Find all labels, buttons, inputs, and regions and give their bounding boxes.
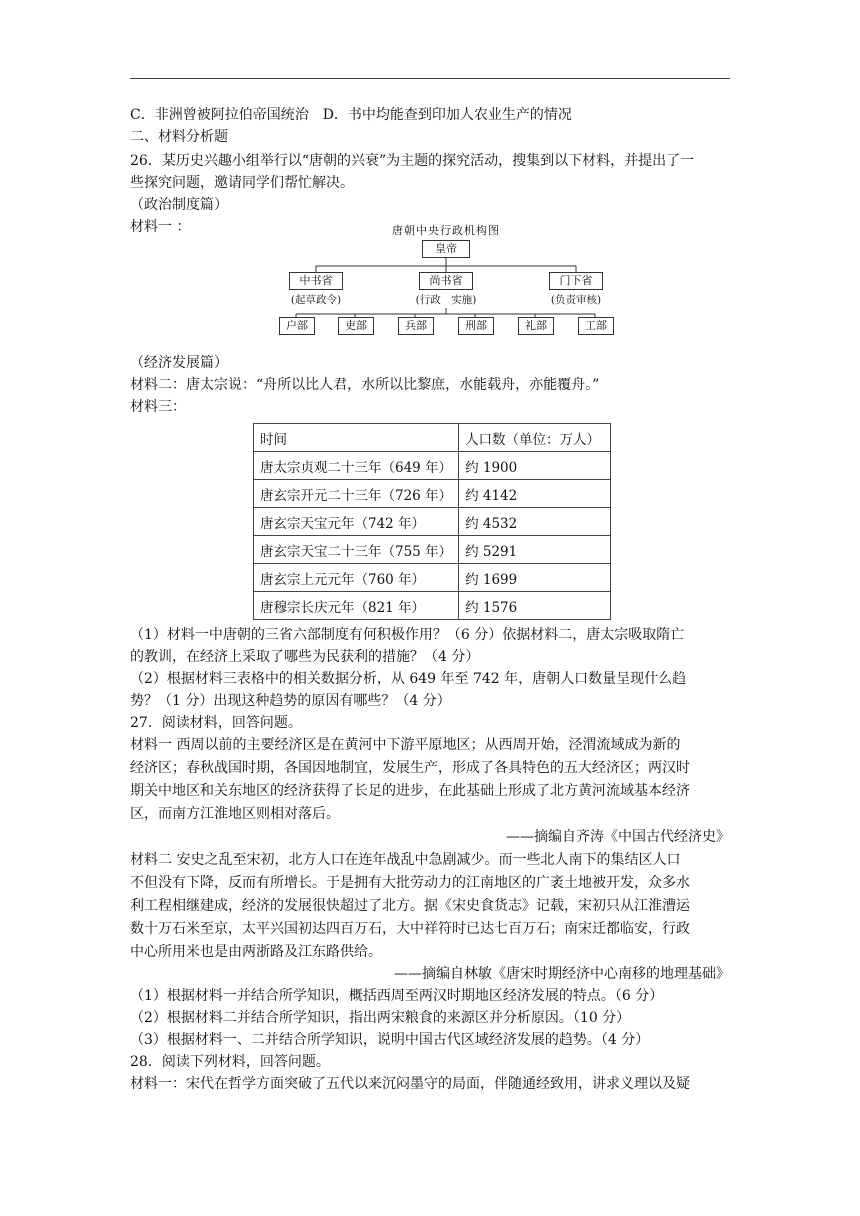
table-row [254, 536, 611, 564]
question-27-material-1-line1: 材料一 西周以前的主要经济区是在黄河中下游平原地区；从西周开始，泾渭流域成为新的 [130, 737, 681, 753]
bingbu-box: 兵部 [398, 317, 434, 335]
table-row [254, 564, 611, 592]
question-27-1: （1）根据材料一并结合所学知识，概括西周至两汉时期地区经济发展的特点。（6 分） [130, 988, 664, 1004]
org-chart-title: 唐朝中央行政机构图 [392, 224, 500, 237]
question-27-material-1-line3: 期关中地区和关东地区的经济获得了长足的进步，在此基础上形成了北方黄河流域基本经济 [130, 783, 690, 799]
material-3-label: 材料三： [130, 399, 186, 415]
table-row [254, 592, 611, 620]
question-27-material-1-line4: 区，而南方江淮地区则相对落后。 [130, 806, 340, 822]
subsection-economic: （经济发展篇） [130, 355, 228, 371]
zhongshu-note: (起草政令) [290, 294, 342, 306]
libu-rites-box: 礼部 [518, 317, 554, 335]
cell-time: 唐玄宗天宝元年（742 年） [254, 508, 459, 536]
cell-population: 约 5291 [459, 536, 611, 564]
question-27-material-2-line3: 利工程相继建成，经济的发展很快超过了北方。据《宋史食货志》记载，宋初只从江淮漕运 [130, 898, 690, 914]
table-header-row [254, 424, 611, 452]
zhongshu-box: 中书省 [289, 272, 343, 290]
xingbu-box: 刑部 [458, 317, 494, 335]
material-1-label: 材料一 ： [130, 219, 191, 235]
question-28-heading: 28．阅读下列材料，回答问题。 [130, 1054, 330, 1070]
table-row [254, 480, 611, 508]
cell-population: 约 1576 [459, 592, 611, 620]
cell-population: 约 1900 [459, 452, 611, 480]
cell-time: 唐玄宗上元元年（760 年） [254, 564, 459, 592]
source-citation-2: ——摘编自林敏《唐宋时期经济中心南移的地理基础》 [394, 966, 730, 982]
cell-time: 唐太宗贞观二十三年（649 年） [254, 452, 459, 480]
header-rule [130, 78, 730, 79]
question-26-line1: 26．某历史兴趣小组举行以“唐朝的兴衰”为主题的探究活动，搜集到以下材料，并提出了一 [130, 153, 695, 169]
gongbu-box: 工部 [578, 317, 614, 335]
subsection-political: （政治制度篇） [130, 197, 228, 213]
header-cell-population: 人口数（单位：万人） [459, 424, 611, 452]
question-27-material-1-line2: 经济区；春秋战国时期，各国因地制宜，发展生产，形成了各具特色的五大经济区；两汉时 [130, 760, 690, 776]
question-26-line2: 些探究问题，邀请同学们帮忙解决。 [130, 175, 354, 191]
table-row [254, 508, 611, 536]
table-row [254, 452, 611, 480]
cell-time: 唐玄宗天宝二十三年（755 年） [254, 536, 459, 564]
cell-population: 约 4532 [459, 508, 611, 536]
question-26-2-line1: （2）根据材料三表格中的相关数据分析，从 649 年至 742 年，唐朝人口数量呈现什么趋 [130, 671, 687, 687]
question-27-material-2-line1: 材料二 安史之乱至宋初，北方人口在连年战乱中急剧减少。而一些北人南下的集结区人口 [130, 852, 681, 868]
org-chart [276, 220, 616, 342]
question-26-1-line2: 的教训，在经济上采取了哪些为民获利的措施？（4 分） [130, 649, 480, 665]
menxia-note: (负责审核) [550, 294, 602, 306]
question-27-2: （2）根据材料二并结合所学知识，指出两宋粮食的来源区并分析原因。（10 分） [130, 1010, 631, 1026]
option-line: C．非洲曾被阿拉伯帝国统治 D．书中均能查到印加人农业生产的情况 [130, 107, 572, 123]
emperor-box: 皇帝 [422, 240, 470, 258]
material-2: 材料二：唐太宗说：“舟所以比人君，水所以比黎庶，水能载舟，亦能覆舟。” [130, 377, 600, 393]
cell-population: 约 4142 [459, 480, 611, 508]
hubu-box: 户部 [279, 317, 315, 335]
question-27-material-2-line5: 中心所用米也是由两浙路及江东路供给。 [130, 944, 382, 960]
population-table [253, 423, 611, 620]
source-citation-1: ——摘编自齐涛《中国古代经济史》 [506, 829, 730, 845]
question-27-heading: 27．阅读材料，回答问题。 [130, 715, 302, 731]
question-26-1-line1: （1）材料一中唐朝的三省六部制度有何积极作用？（6 分）依据材料二，唐太宗吸取隋亡 [130, 627, 685, 643]
header-cell-time: 时间 [254, 424, 459, 452]
shangshu-box: 尚书省 [419, 272, 473, 290]
cell-time: 唐玄宗开元二十三年（726 年） [254, 480, 459, 508]
shangshu-note: (行政 实施) [415, 294, 477, 306]
cell-time: 唐穆宗长庆元年（821 年） [254, 592, 459, 620]
question-27-3: （3）根据材料一、二并结合所学知识，说明中国古代区域经济发展的趋势。（4 分） [130, 1032, 650, 1048]
question-27-material-2-line4: 数十万石米至京，太平兴国初达四百万石，大中祥符时已达七百万石；南宋迁都临安，行政 [130, 921, 690, 937]
question-28-material-1: 材料一：宋代在哲学方面突破了五代以来沉闷墨守的局面，伴随通经致用，讲求义理以及疑 [130, 1076, 690, 1092]
cell-population: 约 1699 [459, 564, 611, 592]
libu-official-box: 吏部 [338, 317, 374, 335]
section-heading: 二、材料分析题 [130, 129, 228, 145]
menxia-box: 门下省 [549, 272, 603, 290]
question-27-material-2-line2: 不但没有下降，反而有所增长。于是拥有大批劳动力的江南地区的广袤土地被开发，众多水 [130, 875, 690, 891]
question-26-2-line2: 势？（1 分）出现这种趋势的原因有哪些？（4 分） [130, 693, 451, 709]
